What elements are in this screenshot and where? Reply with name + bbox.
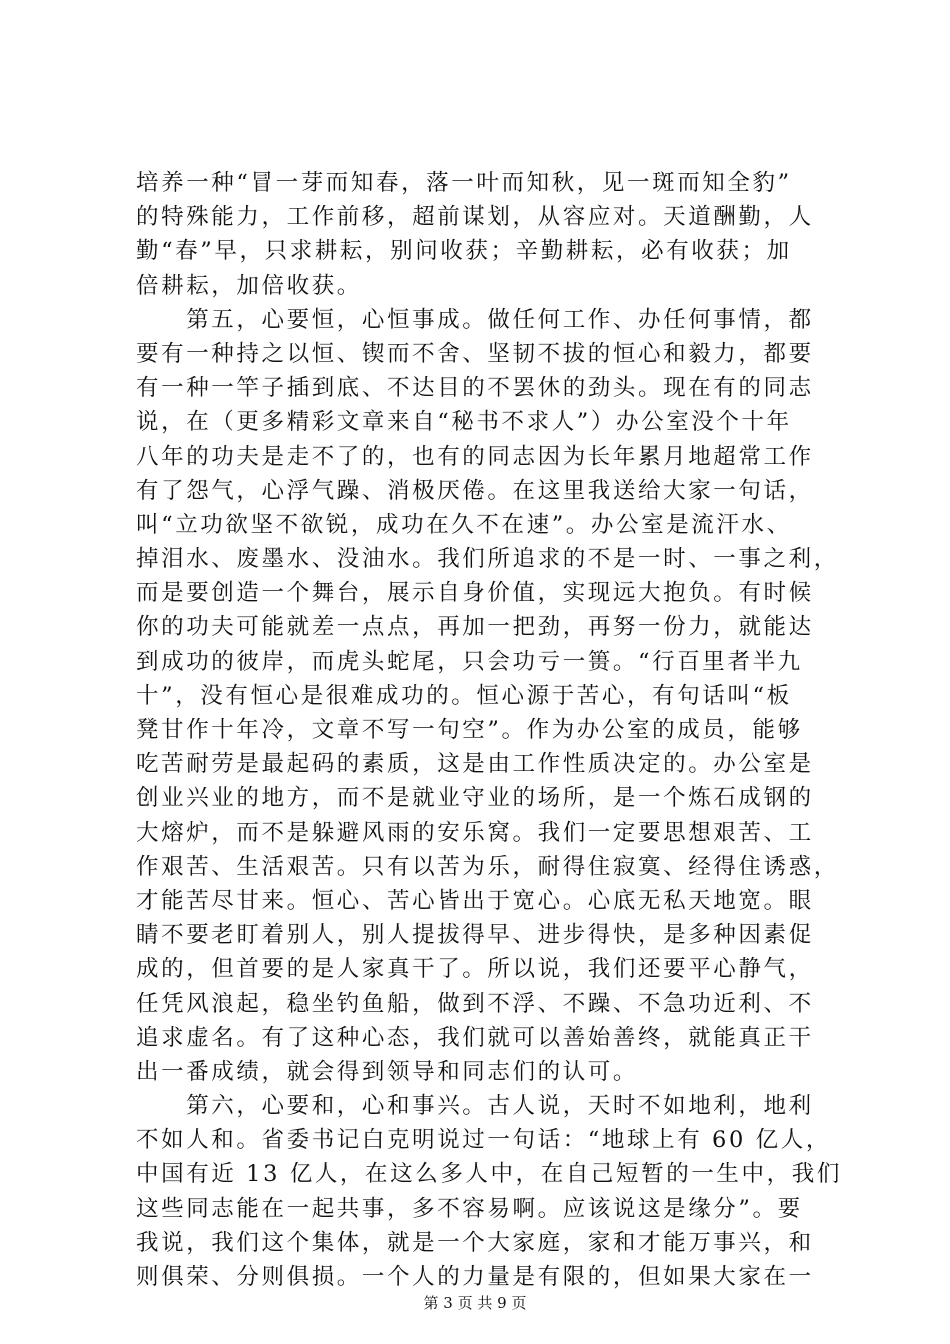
text-line: 勤“春”早，只求耕耘，别问收获；辛勤耕耘，必有收获；加 bbox=[136, 238, 792, 265]
text-line: 要有一种持之以恒、锲而不舍、坚韧不拔的恒心和毅力，都要 bbox=[136, 340, 814, 367]
text-line: 追求虚名。有了这种心态，我们就可以善始善终，就能真正干 bbox=[136, 1024, 814, 1051]
text-line: 才能苦尽甘来。恒心、苦心皆出于宽心。心底无私天地宽。眼 bbox=[136, 887, 814, 914]
text-line: 八年的功夫是走不了的，也有的同志因为长年累月地超常工作 bbox=[136, 443, 814, 470]
page-number-footer: 第 3 页 共 9 页 bbox=[423, 1294, 527, 1312]
text-line: 不如人和。省委书记白克明说过一句话：“地球上有 60 亿人， bbox=[136, 1127, 831, 1154]
text-line: 任凭风浪起，稳坐钓鱼船，做到不浮、不躁、不急功近利、不 bbox=[136, 990, 814, 1017]
text-line: 有了怨气，心浮气躁、消极厌倦。在这里我送给大家一句话， bbox=[136, 477, 814, 504]
text-line: 的特殊能力，工作前移，超前谋划，从容应对。天道酬勤，人 bbox=[136, 204, 814, 231]
text-line: 第六，心要和，心和事兴。古人说，天时不如地利，地利 bbox=[136, 1093, 814, 1120]
text-line: 有一种一竿子插到底、不达目的不罢休的劲头。现在有的同志 bbox=[136, 375, 814, 402]
text-line: 成的，但首要的是人家真干了。所以说，我们还要平心静气， bbox=[136, 956, 814, 983]
text-line: 凳甘作十年冷，文章不写一句空”。作为办公室的成员，能够 bbox=[136, 717, 803, 743]
text-line: 说，在（更多精彩文章来自“秘书不求人”）办公室没个十年 bbox=[136, 409, 792, 436]
body-text bbox=[136, 166, 842, 1294]
text-line: 倍耕耘，加倍收获。 bbox=[136, 272, 362, 299]
text-line: 第五，心要恒，心恒事成。做任何工作、办任何事情，都 bbox=[136, 306, 814, 333]
text-line: 到成功的彼岸，而虎头蛇尾，只会功亏一篑。“行百里者半九 bbox=[136, 648, 803, 675]
text-line: 你的功夫可能就差一点点，再加一把劲，再努一份力，就能达 bbox=[136, 614, 814, 641]
text-line: 中国有近 13 亿人，在这么多人中，在自己短暂的一生中，我们 bbox=[136, 1161, 842, 1188]
text-line: 吃苦耐劳是最起码的素质，这是由工作性质决定的。办公室是 bbox=[136, 751, 814, 778]
text-line: 掉泪水、废墨水、没油水。我们所追求的不是一时、一事之利， bbox=[136, 546, 839, 573]
text-line: 这些同志能在一起共事，多不容易啊。应该说这是缘分”。要 bbox=[136, 1195, 803, 1222]
text-line: 创业兴业的地方，而不是就业守业的场所，是一个炼石成钢的 bbox=[136, 785, 814, 812]
text-line: 叫“立功欲坚不欲锐，成功在久不在速”。办公室是流汗水、 bbox=[136, 511, 792, 538]
text-line: 培养一种“冒一芽而知春，落一叶而知秋，见一斑而知全豹” bbox=[136, 170, 792, 196]
text-line: 而是要创造一个舞台，展示自身价值，实现远大抱负。有时候 bbox=[136, 580, 814, 607]
text-line: 出一番成绩，就会得到领导和同志们的认可。 bbox=[136, 1058, 639, 1085]
text-line: 我说，我们这个集体，就是一个大家庭，家和才能万事兴，和 bbox=[136, 1229, 814, 1256]
text-line: 十”，没有恒心是很难成功的。恒心源于苦心，有句话叫“板 bbox=[136, 682, 792, 709]
text-line: 则俱荣、分则俱损。一个人的力量是有限的，但如果大家在一 bbox=[136, 1264, 814, 1290]
text-line: 大熔炉，而不是躲避风雨的安乐窝。我们一定要思想艰苦、工 bbox=[136, 819, 814, 846]
text-line: 作艰苦、生活艰苦。只有以苦为乐，耐得住寂寞、经得住诱惑， bbox=[136, 853, 839, 880]
text-line: 睛不要老盯着别人，别人提拔得早、进步得快，是多种因素促 bbox=[136, 922, 814, 949]
